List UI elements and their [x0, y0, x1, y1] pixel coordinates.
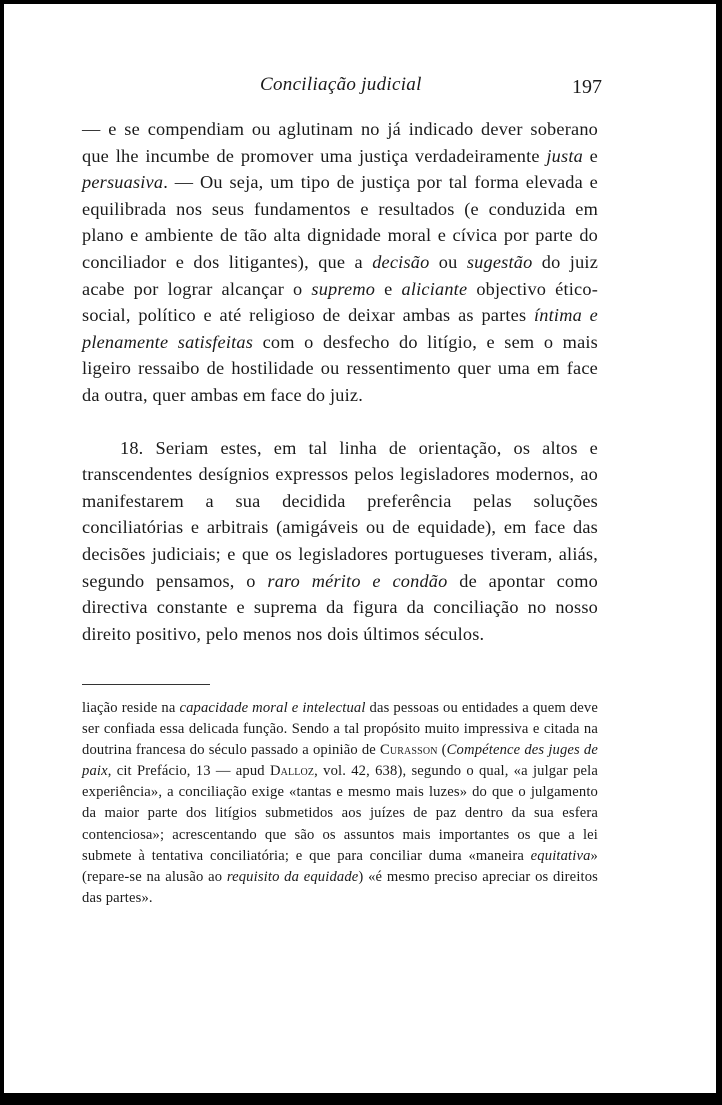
paragraph_1-run: com o desfecho do litígio, e sem o mais ligeiro ressaibo de hostilidade ou ressentimento quer uma em face da outra, quer ambas em face do juiz.	[82, 331, 598, 405]
book-page	[4, 4, 716, 1093]
paragraph_1-run: supremo	[311, 278, 376, 299]
footnote-run: Curasson	[379, 742, 438, 759]
footnote-run: » (repare-se na alusão ao	[82, 847, 598, 885]
body-text	[82, 116, 598, 647]
footnote-run: Dalloz	[269, 763, 315, 780]
footnote-separator	[82, 684, 210, 685]
paragraph_1-run: ou	[429, 251, 467, 272]
footnote-run: liação reside na	[82, 700, 180, 716]
footnote-run: , cit Prefácio, 13 — apud	[107, 763, 270, 780]
paragraph-2	[82, 435, 598, 648]
paragraph_2-run: de apontar como directiva constante e suprema da figura da conciliação no nosso direito positivo, pelo menos nos dois últimos séculos.	[82, 570, 599, 644]
footnote-run: equitativa	[530, 847, 591, 864]
paragraph_1-run: íntima e plenamente satisfeitas	[82, 305, 598, 352]
footnote-text	[82, 698, 598, 909]
paragraph_1-run: sugestão	[466, 251, 533, 272]
running-head: Conciliação judicial	[260, 74, 422, 95]
footnote-run: capacidade moral e intelectual	[179, 700, 366, 716]
paragraph_1-run: do juiz acabe por lograr alcançar o	[82, 251, 599, 299]
paragraph_1-run: aliciante	[401, 278, 468, 299]
footnote-run: , vol. 42, 638), segundo o qual, «a julgar pela experiência», a conciliação exige «tantas e mesmo mais luzes» do que o julgamento da maior parte dos litígios submetidos aos juízes de paz dentro da sua esfera contenciosa»; acrescentando que são os assuntos mais importantes os que a lei submete à tentativa conciliatória; e que para conciliar duma «maneira	[82, 763, 598, 864]
paragraph_1-run: justa	[546, 145, 583, 166]
paragraph_1-run: decisão	[372, 251, 430, 272]
footnote-run: (	[437, 742, 447, 759]
footnote-run: das pessoas ou entidades a quem deve ser confiada essa delicada função. Sendo a tal propósito muito impressiva e citada na doutrina francesa do século passado a opinião de	[82, 700, 598, 759]
paragraph-1	[82, 116, 598, 409]
footnote-run: requisito da equidade	[226, 868, 359, 885]
footnote-run: Compétence des juges de paix	[82, 742, 599, 780]
paragraph_1-run: objectivo ético-social, político e até religioso de deixar ambas as partes	[82, 278, 598, 326]
paragraph_1-run: . — Ou seja, um tipo de justiça por tal forma elevada e equilibrada nos seus fundamentos e resultados (e conduzida em plano e ambiente de tão alta dignidade moral e cívica por parte do conciliador e dos litigantes), que a	[82, 172, 598, 272]
page-number: 197	[572, 76, 602, 98]
paragraph_1-run: e	[375, 278, 402, 299]
paragraph_2-run: raro mérito e condão	[267, 570, 448, 591]
paragraph_1-run: — e se compendiam ou aglutinam no já indicado dever soberano que lhe incumbe de promover uma justiça verdadeiramente	[82, 119, 598, 166]
paragraph_1-run: e	[582, 145, 598, 166]
paragraph_2-run: 18. Seriam estes, em tal linha de orientação, os altos e transcendentes desígnios expressos pelos legisladores modernos, ao manifestarem a sua decidida preferência pelas soluções conciliatórias e arbitrais (amigáveis ou de equidade), em face das decisões judiciais; e que os legisladores portugueses tiveram, aliás, segundo pensamos, o	[82, 437, 598, 591]
footnote-run: ) «é mesmo preciso apreciar os direitos das partes».	[82, 868, 598, 906]
paragraph_1-run: persuasiva	[82, 172, 164, 193]
footnote	[82, 698, 598, 909]
